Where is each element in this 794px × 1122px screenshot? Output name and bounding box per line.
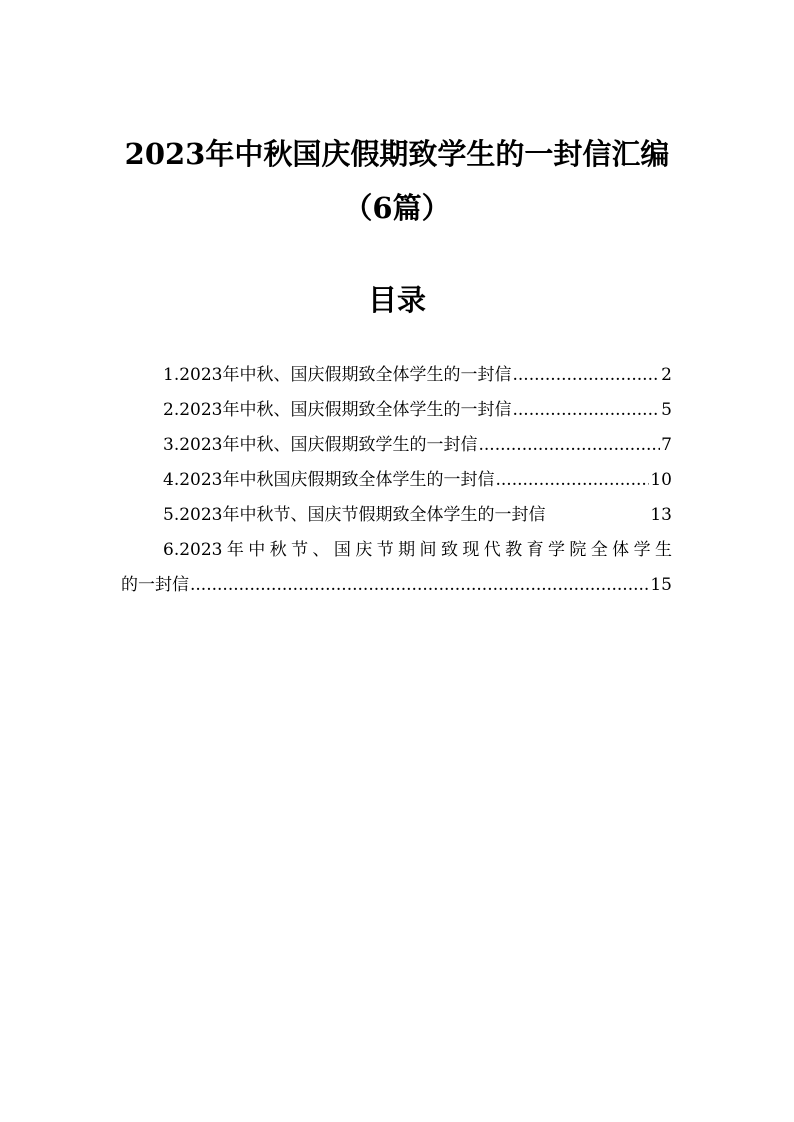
toc-entry-5[interactable] bbox=[121, 498, 672, 533]
toc-entry-2[interactable] bbox=[121, 393, 672, 428]
toc-leader-dots bbox=[495, 463, 649, 498]
toc-entry-6-continuation[interactable] bbox=[121, 568, 672, 603]
toc-leader-dots bbox=[512, 358, 660, 393]
document-title: 2023年中秋国庆假期致学生的一封信汇编 bbox=[124, 137, 670, 171]
toc-entry-6[interactable] bbox=[121, 533, 672, 568]
toc-leader-dots bbox=[512, 393, 660, 428]
toc-entry-title: 6.2023年中秋节、国庆节期间致现代教育学院全体学生 bbox=[163, 540, 672, 560]
document-subtitle: （6篇） bbox=[343, 191, 451, 225]
toc-entry-title: 4.2023年中秋国庆假期致全体学生的一封信 bbox=[163, 470, 495, 490]
toc-entry-title: 5.2023年中秋节、国庆节假期致全体学生的一封信 bbox=[163, 505, 546, 525]
toc-entry-4[interactable] bbox=[121, 463, 672, 498]
toc-entry-page: 13 bbox=[650, 505, 672, 525]
table-of-contents bbox=[121, 358, 672, 603]
toc-entry-title: 1.2023年中秋、国庆假期致全体学生的一封信 bbox=[163, 365, 512, 385]
toc-entry-title: 3.2023年中秋、国庆假期致学生的一封信 bbox=[163, 435, 478, 455]
toc-entry-title-continued: 的一封信 bbox=[121, 575, 189, 595]
toc-entry-3[interactable] bbox=[121, 428, 672, 463]
toc-entry-page: 2 bbox=[661, 365, 672, 385]
toc-leader-dots bbox=[190, 568, 649, 603]
toc-entry-1[interactable] bbox=[121, 358, 672, 393]
toc-entry-page: 5 bbox=[661, 400, 672, 420]
toc-heading: 目录 bbox=[367, 283, 426, 317]
toc-leader-dots bbox=[478, 428, 660, 463]
toc-entry-page: 10 bbox=[650, 470, 672, 490]
toc-entry-page: 7 bbox=[661, 435, 672, 455]
toc-entry-page: 15 bbox=[650, 575, 672, 595]
toc-entry-title: 2.2023年中秋、国庆假期致全体学生的一封信 bbox=[163, 400, 512, 420]
